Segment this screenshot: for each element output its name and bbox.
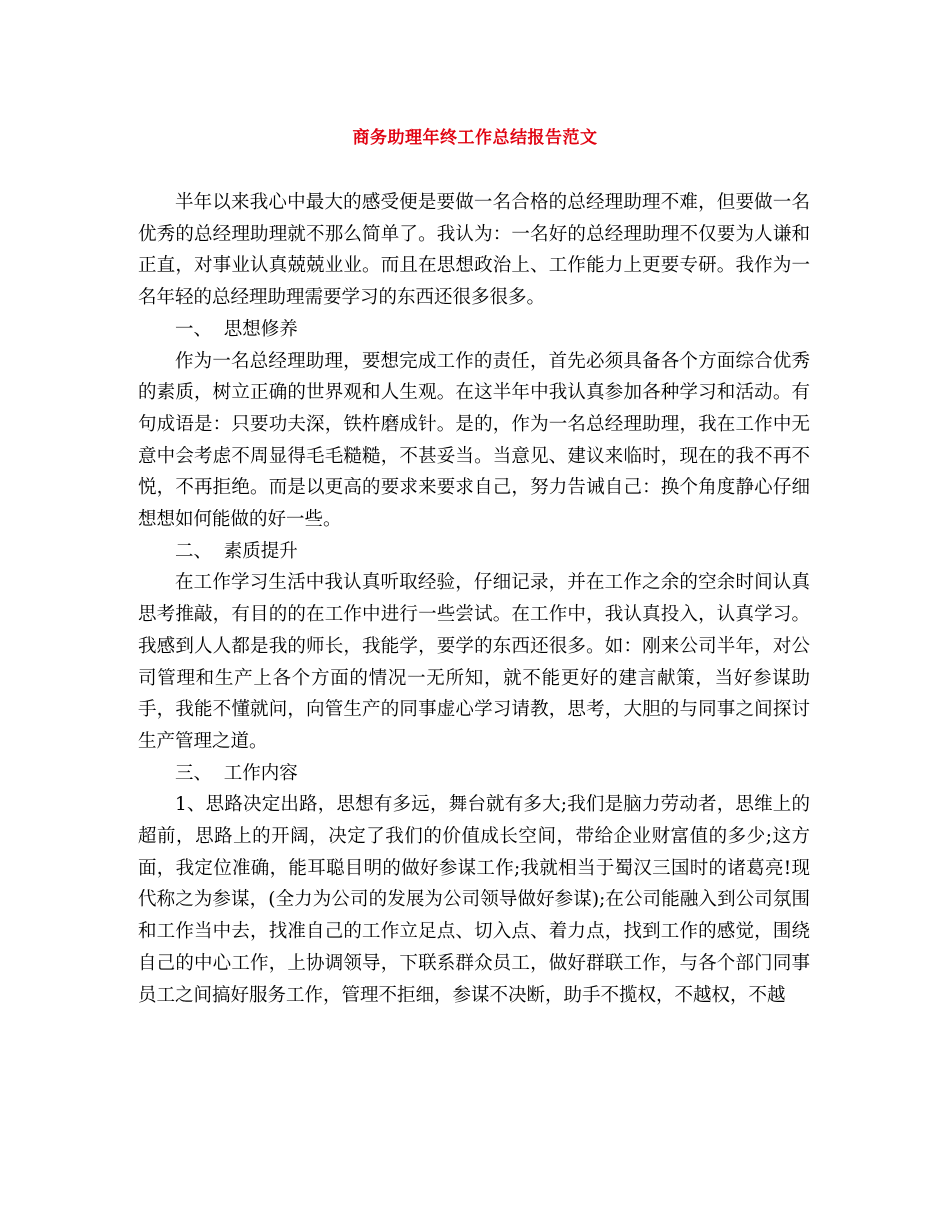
section-heading-1: 一、 思想修养 — [175, 318, 298, 340]
intro-paragraph: 半年以来我心中最大的感受便是要做一名合格的总经理助理不难，但要做一名优秀的总经理助理就不那么简单了。我认为：一名好的总经理助理不仅要为人谦和正直，对事业认真兢兢业业。而且在思想政治上、工作能力上更要专研。我作为一名年轻的总经理助理需要学习的东西还很多很多。 — [138, 192, 810, 309]
section-heading-3: 三、 工作内容 — [175, 762, 298, 784]
document-title: 商务助理年终工作总结报告范文 — [352, 128, 598, 148]
section-2-paragraph: 在工作学习生活中我认真听取经验，仔细记录，并在工作之余的空余时间认真思考推敲，有目的的在工作中进行一些尝试。在工作中，我认真投入，认真学习。我感到人人都是我的师长，我能学，要学的东西还很多。如：刚来公司半年，对公司管理和生产上各个方面的情况一无所知，就不能更好的建言献策，当好参谋助手，我能不懂就问，向管生产的同事虚心学习请教，思考，大胆的与同事之间探讨生产管理之道。 — [138, 572, 810, 752]
document-body — [138, 187, 810, 1011]
section-1-paragraph: 作为一名总经理助理，要想完成工作的责任，首先必须具备各个方面综合优秀的素质，树立正确的世界观和人生观。在这半年中我认真参加各种学习和活动。有句成语是：只要功夫深，铁杵磨成针。是的，作为一名总经理助理，我在工作中无意中会考虑不周显得毛毛糙糙，不甚妥当。当意见、建议来临时，现在的我不再不悦，不再拒绝。而是以更高的要求来要求自己，努力告诫自己：换个角度静心仔细想想如何能做的好一些。 — [138, 350, 810, 531]
section-heading-2: 二、 素质提升 — [175, 540, 298, 562]
section-3-paragraph: 1、思路决定出路，思想有多远，舞台就有多大;我们是脑力劳动者，思维上的超前，思路上的开阔，决定了我们的价值成长空间，带给企业财富值的多少;这方面，我定位准确，能耳聪目明的做好参谋工作;我就相当于蜀汉三国时的诸葛亮!现代称之为参谋，(全力为公司的发展为公司领导做好参谋);在公司能融入到公司氛围和工作当中去，找准自己的工作立足点、切入点、着力点，找到工作的感觉，围绕自己的中心工作，上协调领导，下联系群众员工，做好群联工作，与各个部门同事员工之间搞好服务工作，管理不拒细，参谋不决断，助手不揽权，不越权，不越 — [138, 794, 810, 1006]
